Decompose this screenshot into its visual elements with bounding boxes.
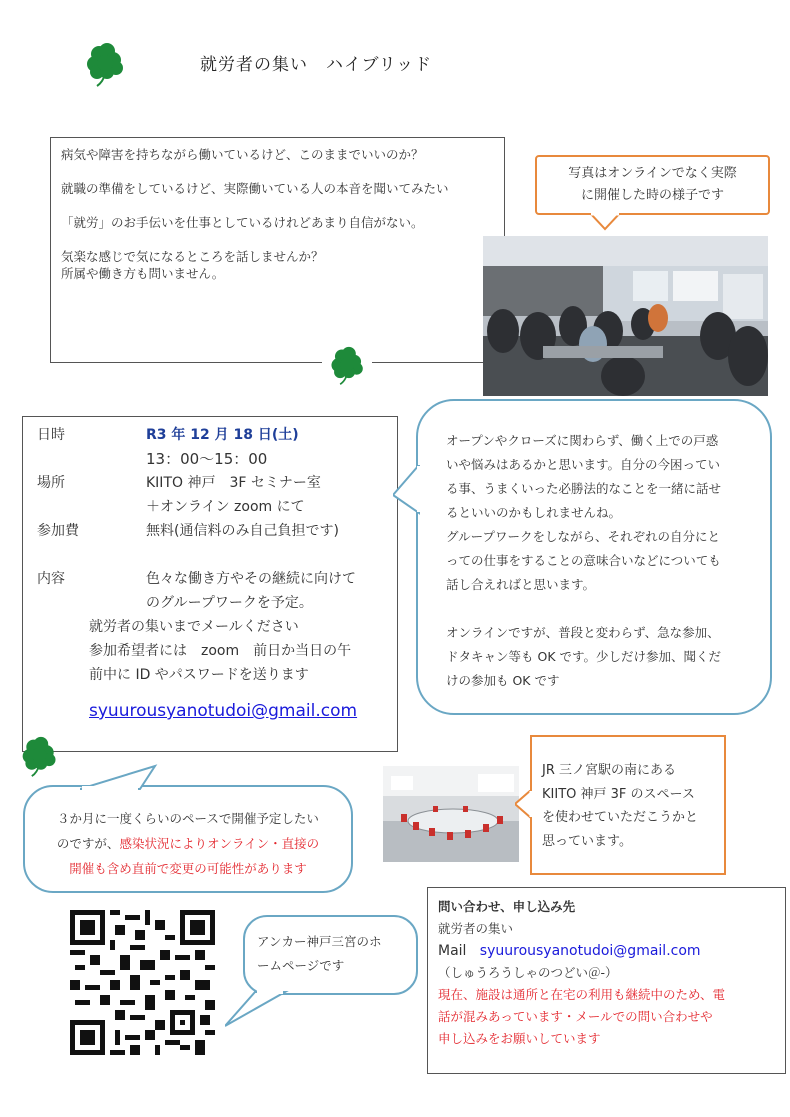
- intro-line: 気楽な感じで気になるところを話しませんか？: [61, 249, 324, 264]
- note-line: 就労者の集いまでメールください: [89, 619, 299, 635]
- warning-text: 開催も含め直前で変更の可能性があります: [69, 861, 307, 876]
- bubble-line: ームページです: [257, 958, 345, 973]
- bubble-line: るといいのかもしれませんね。: [446, 505, 622, 520]
- bubble-line: オープンやクローズに関わらず、働く上での戸惑: [446, 433, 719, 448]
- event-info-box: [22, 416, 398, 752]
- contact-org: 就労者の集い: [438, 921, 514, 936]
- email-link[interactable]: syuurousyanotudoi@gmail.com: [89, 701, 358, 721]
- page-title: 就労者の集い ハイブリッド: [200, 55, 433, 75]
- place-value: KIITO 神戸 3F セミナー室: [146, 475, 321, 491]
- warning-text: 感染状況によりオンライン・直接の: [119, 836, 320, 851]
- bubble-text: のですが、: [56, 836, 120, 851]
- description-bubble: [416, 399, 772, 715]
- fee-value: 無料(通信料のみ自己負担です): [146, 523, 339, 539]
- qr-code-icon[interactable]: [70, 910, 215, 1055]
- contact-email-link[interactable]: syuurousyanotudoi@gmail.com: [479, 943, 701, 959]
- meeting-photo: [483, 236, 768, 396]
- bubble-line: っての仕事をすることの意味合いなどについても: [446, 553, 721, 568]
- callout-line: JR 三ノ宮駅の南にある: [542, 763, 676, 778]
- contact-heading: 問い合わせ、申し込み先: [438, 899, 576, 914]
- schedule-note-bubble: [23, 785, 353, 893]
- note-line: 前中に ID やパスワードを送ります: [89, 667, 309, 683]
- contact-notice: 現在、施設は通所と在宅の利用も継続中のため、電: [438, 987, 726, 1002]
- note-line: 参加希望者には zoom 前日か当日の午: [89, 643, 352, 659]
- content-label: 内容: [37, 571, 65, 587]
- place-label: 場所: [37, 475, 65, 491]
- intro-line: 「就労」のお手伝いを仕事としているけれどあまり自信がない。: [61, 215, 424, 230]
- venue-photo: [383, 766, 519, 862]
- contact-notice: 話が混みあっています・メールでの問い合わせや: [438, 1009, 713, 1024]
- callout-pointer: [590, 213, 620, 231]
- place-value-online: ＋オンライン zoom にて: [146, 499, 305, 515]
- date-label: 日時: [37, 427, 65, 443]
- contact-box: [427, 887, 786, 1074]
- mail-label: Mail: [438, 943, 467, 959]
- bubble-line: けの参加も OK です: [446, 673, 560, 688]
- bubble-pointer: [80, 764, 160, 790]
- clover-icon: [328, 346, 368, 386]
- intro-line: 就職の準備をしているけど、実際働いている人の本音を聞いてみたい: [61, 181, 449, 196]
- clover-icon: [20, 736, 60, 778]
- callout-line: KIITO 神戸 3F のスペース: [542, 786, 695, 802]
- callout-line: に開催した時の様子です: [580, 188, 724, 203]
- photo-callout: [535, 155, 770, 215]
- bubble-line: オンラインですが、普段と変わらず、急な参加、: [446, 625, 720, 640]
- intro-box: [50, 137, 505, 363]
- callout-line: 思っています。: [542, 833, 632, 849]
- content-value: のグループワークを予定。: [146, 595, 313, 611]
- callout-pointer: [515, 790, 532, 820]
- bubble-line: ドタキャン等も OK です。少しだけ参加、聞くだ: [446, 649, 721, 664]
- intro-line: 所属や働き方も問いません。: [61, 266, 225, 281]
- content-value: 色々な働き方やその継続に向けて: [146, 571, 356, 587]
- bubble-line: [25, 831, 351, 856]
- time-value: 13：00～15：00: [146, 450, 268, 468]
- bubble-pointer: [393, 465, 421, 515]
- bubble-line: グループワークをしながら、それぞれの自分にと: [446, 529, 721, 544]
- callout-line: を使わせていただこうかと: [542, 810, 699, 825]
- clover-icon: [85, 42, 127, 88]
- bubble-line: アンカー神戸三宮のホ: [257, 934, 382, 949]
- date-value: R3 年 12 月 18 日(土): [146, 427, 299, 443]
- contact-notice: 申し込みをお願いしています: [438, 1031, 601, 1046]
- contact-reading: （しゅうろうしゃのつどい＠-）: [438, 965, 618, 980]
- fee-label: 参加費: [37, 523, 79, 539]
- bubble-line: 話し合えればと思います。: [446, 577, 596, 592]
- bubble-line: ３か月に一度くらいのペースで開催予定したい: [57, 811, 319, 826]
- callout-line: 写真はオンラインでなく実際: [568, 166, 737, 181]
- bubble-pointer: [225, 990, 295, 1028]
- venue-callout: [530, 735, 726, 875]
- bubble-line: いや悩みはあるかと思います。自分の今困ってい: [446, 457, 721, 472]
- contact-mail-row: [438, 940, 779, 962]
- intro-line: 病気や障害を持ちながら働いているけど、このままでいいのか？: [61, 147, 424, 162]
- bubble-line: る事、うまくいった必勝法的なことを一緒に話せ: [446, 481, 722, 496]
- homepage-bubble: [243, 915, 418, 995]
